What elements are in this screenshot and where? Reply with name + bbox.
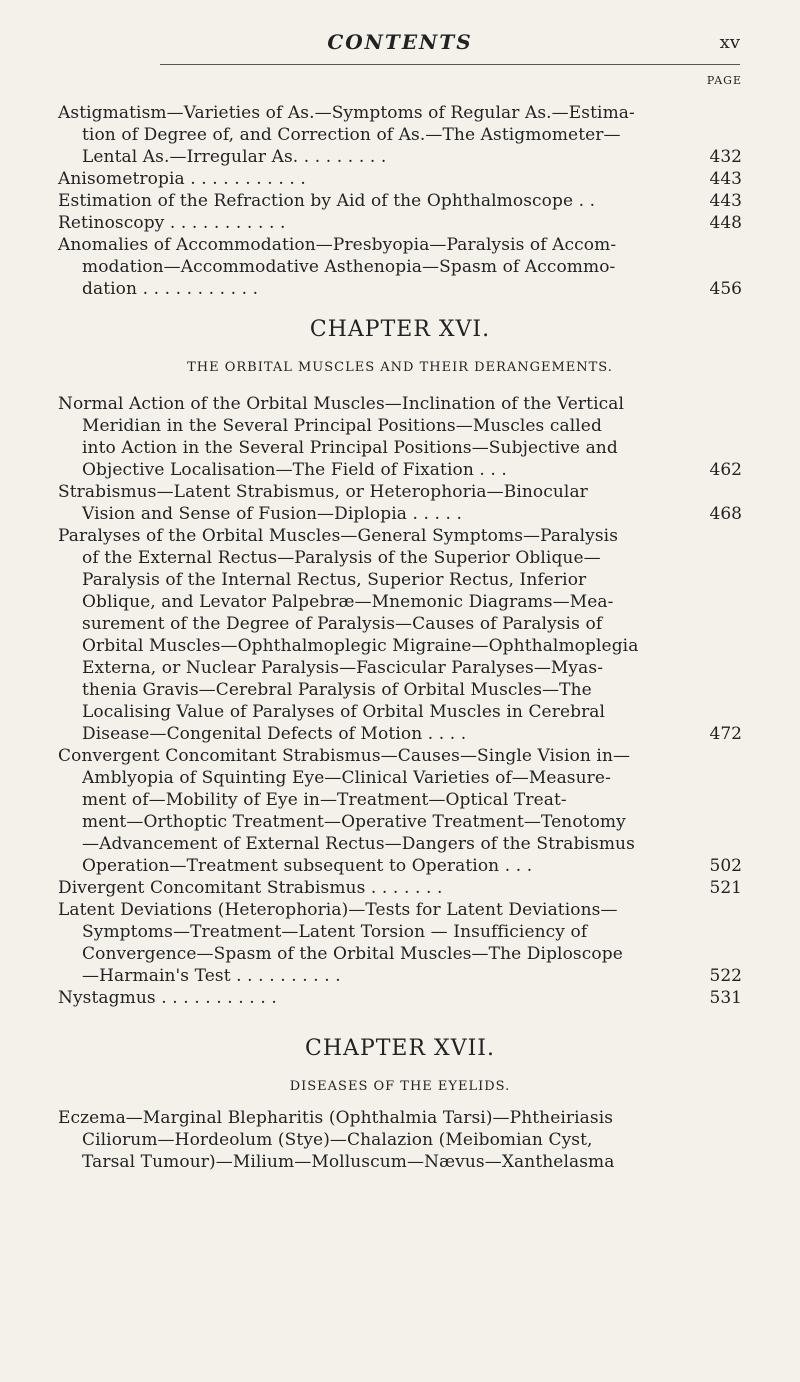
toc-entry-line: Amblyopia of Squinting Eye—Clinical Varieties of—Measure-: [82, 768, 611, 788]
toc-chapter-17: [58, 1107, 742, 1173]
toc-entry-page: 531: [709, 988, 742, 1008]
toc-entry-line: —Harmain's Test . . . . . . . . . .: [82, 966, 341, 986]
toc-entry-line: Anisometropia . . . . . . . . . . .: [58, 169, 306, 189]
toc-entry-line: Disease—Congenital Defects of Motion . . . .: [82, 724, 467, 744]
toc-entry-page: 472: [709, 724, 742, 744]
toc-entry-line: Divergent Concomitant Strabismus . . . . . . .: [58, 878, 443, 898]
chapter-subtitle: DISEASES OF THE EYELIDS.: [289, 1079, 511, 1094]
toc-entry: [58, 168, 742, 190]
toc-entry: [58, 393, 742, 481]
toc-entry: [58, 1107, 742, 1173]
toc-entry-line: Paralysis of the Internal Rectus, Superior Rectus, Inferior: [82, 570, 587, 590]
chapter-17-subtitle-wrap: [58, 1079, 742, 1094]
page-column-label: PAGE: [706, 74, 742, 87]
toc-entry-page: 443: [709, 169, 742, 189]
toc-entry: [58, 899, 742, 987]
header-rule: [160, 64, 740, 65]
toc-entry-line: Symptoms—Treatment—Latent Torsion — Insufficiency of: [82, 922, 588, 942]
chapter-17-heading-wrap: [58, 1036, 742, 1061]
running-title: CONTENTS: [327, 30, 473, 54]
chapter-heading: CHAPTER XVI.: [309, 317, 491, 342]
toc-entry: [58, 212, 742, 234]
toc-entry-line: Objective Localisation—The Field of Fixation . . .: [82, 460, 507, 480]
toc-entry-line: Latent Deviations (Heterophoria)—Tests for Latent Deviations—: [58, 900, 618, 920]
page-number: xv: [719, 32, 740, 53]
toc-entry-line: Paralyses of the Orbital Muscles—General Symptoms—Paralysis: [58, 526, 619, 546]
toc-entry-line: ment of—Mobility of Eye in—Treatment—Optical Treat-: [82, 790, 567, 810]
toc-entry-page: 521: [709, 878, 742, 898]
toc-entry: [58, 234, 742, 300]
toc-entry: [58, 877, 742, 899]
toc-entry-page: 522: [709, 966, 742, 986]
toc-entry-page: 448: [709, 213, 742, 233]
toc-entry-line: Oblique, and Levator Palpebræ—Mnemonic Diagrams—Mea-: [82, 592, 614, 612]
toc-entry-line: dation . . . . . . . . . . .: [82, 279, 259, 299]
toc-entry-line: Operation—Treatment subsequent to Operation . . .: [82, 856, 533, 876]
chapter-subtitle: THE ORBITAL MUSCLES AND THEIR DERANGEMENTS.: [187, 360, 613, 375]
toc-entry-line: Astigmatism—Varieties of As.—Symptoms of Regular As.—Estima-: [58, 103, 635, 123]
toc-entry: [58, 525, 742, 745]
toc-entry-page: 456: [709, 279, 742, 299]
toc-entry-line: Lental As.—Irregular As. . . . . . . . .: [82, 147, 387, 167]
chapter-16-subtitle-wrap: [58, 360, 742, 375]
chapter-16-heading-wrap: [58, 317, 742, 342]
toc-entry: [58, 102, 742, 168]
toc-entry-page: 502: [709, 856, 742, 876]
toc-entry-page: 443: [709, 191, 742, 211]
toc-entry-line: Strabismus—Latent Strabismus, or Heterophoria—Binocular: [58, 482, 588, 502]
toc-entry-line: Convergence—Spasm of the Orbital Muscles—The Diploscope: [82, 944, 623, 964]
toc-entry-page: 468: [709, 504, 742, 524]
toc-entry-line: Ciliorum—Hordeolum (Stye)—Chalazion (Meibomian Cyst,: [82, 1130, 593, 1150]
toc-entry-line: Vision and Sense of Fusion—Diplopia . . . . .: [82, 504, 463, 524]
toc-entry-line: of the External Rectus—Paralysis of the Superior Oblique—: [82, 548, 601, 568]
toc-entry: [58, 987, 742, 1009]
toc-chapter-16: [58, 393, 742, 1009]
toc-entry-line: Anomalies of Accommodation—Presbyopia—Paralysis of Accom-: [58, 235, 617, 255]
toc-entry: [58, 481, 742, 525]
toc-entry-line: Nystagmus . . . . . . . . . . .: [58, 988, 277, 1008]
chapter-heading: CHAPTER XVII.: [305, 1036, 495, 1061]
toc-entry-line: Normal Action of the Orbital Muscles—Inclination of the Vertical: [58, 394, 625, 414]
toc-entry-line: Tarsal Tumour)—Milium—Molluscum—Nævus—Xanthelasma: [82, 1152, 615, 1172]
toc-entry-page: 462: [709, 460, 742, 480]
toc-entry-line: Externa, or Nuclear Paralysis—Fascicular Paralyses—Myas-: [82, 658, 604, 678]
toc-entry: [58, 190, 742, 212]
toc-entry-line: tion of Degree of, and Correction of As.—The Astigmometer—: [82, 125, 621, 145]
toc-entry-line: modation—Accommodative Asthenopia—Spasm of Accommo-: [82, 257, 616, 277]
toc-entry-line: —Advancement of External Rectus—Dangers of the Strabismus: [82, 834, 635, 854]
toc-entry-line: Orbital Muscles—Ophthalmoplegic Migraine—Ophthalmoplegia: [82, 636, 639, 656]
toc-entry-line: thenia Gravis—Cerebral Paralysis of Orbital Muscles—The: [82, 680, 592, 700]
toc-entry: [58, 745, 742, 877]
toc-entry-line: Estimation of the Refraction by Aid of the Ophthalmoscope . .: [58, 191, 596, 211]
toc-entry-line: into Action in the Several Principal Positions—Subjective and: [82, 438, 618, 458]
running-head: [60, 30, 740, 60]
toc-entry-line: Meridian in the Several Principal Positions—Muscles called: [82, 416, 602, 436]
toc-section-top: [58, 102, 742, 300]
toc-entry-line: Eczema—Marginal Blepharitis (Ophthalmia Tarsi)—Phtheiriasis: [58, 1108, 614, 1128]
toc-entry-page: 432: [709, 147, 742, 167]
toc-entry-line: Convergent Concomitant Strabismus—Causes—Single Vision in—: [58, 746, 631, 766]
toc-entry-line: surement of the Degree of Paralysis—Causes of Paralysis of: [82, 614, 603, 634]
toc-entry-line: Retinoscopy . . . . . . . . . . .: [58, 213, 286, 233]
toc-entry-line: Localising Value of Paralyses of Orbital Muscles in Cerebral: [82, 702, 606, 722]
toc-entry-line: ment—Orthoptic Treatment—Operative Treatment—Tenotomy: [82, 812, 626, 832]
